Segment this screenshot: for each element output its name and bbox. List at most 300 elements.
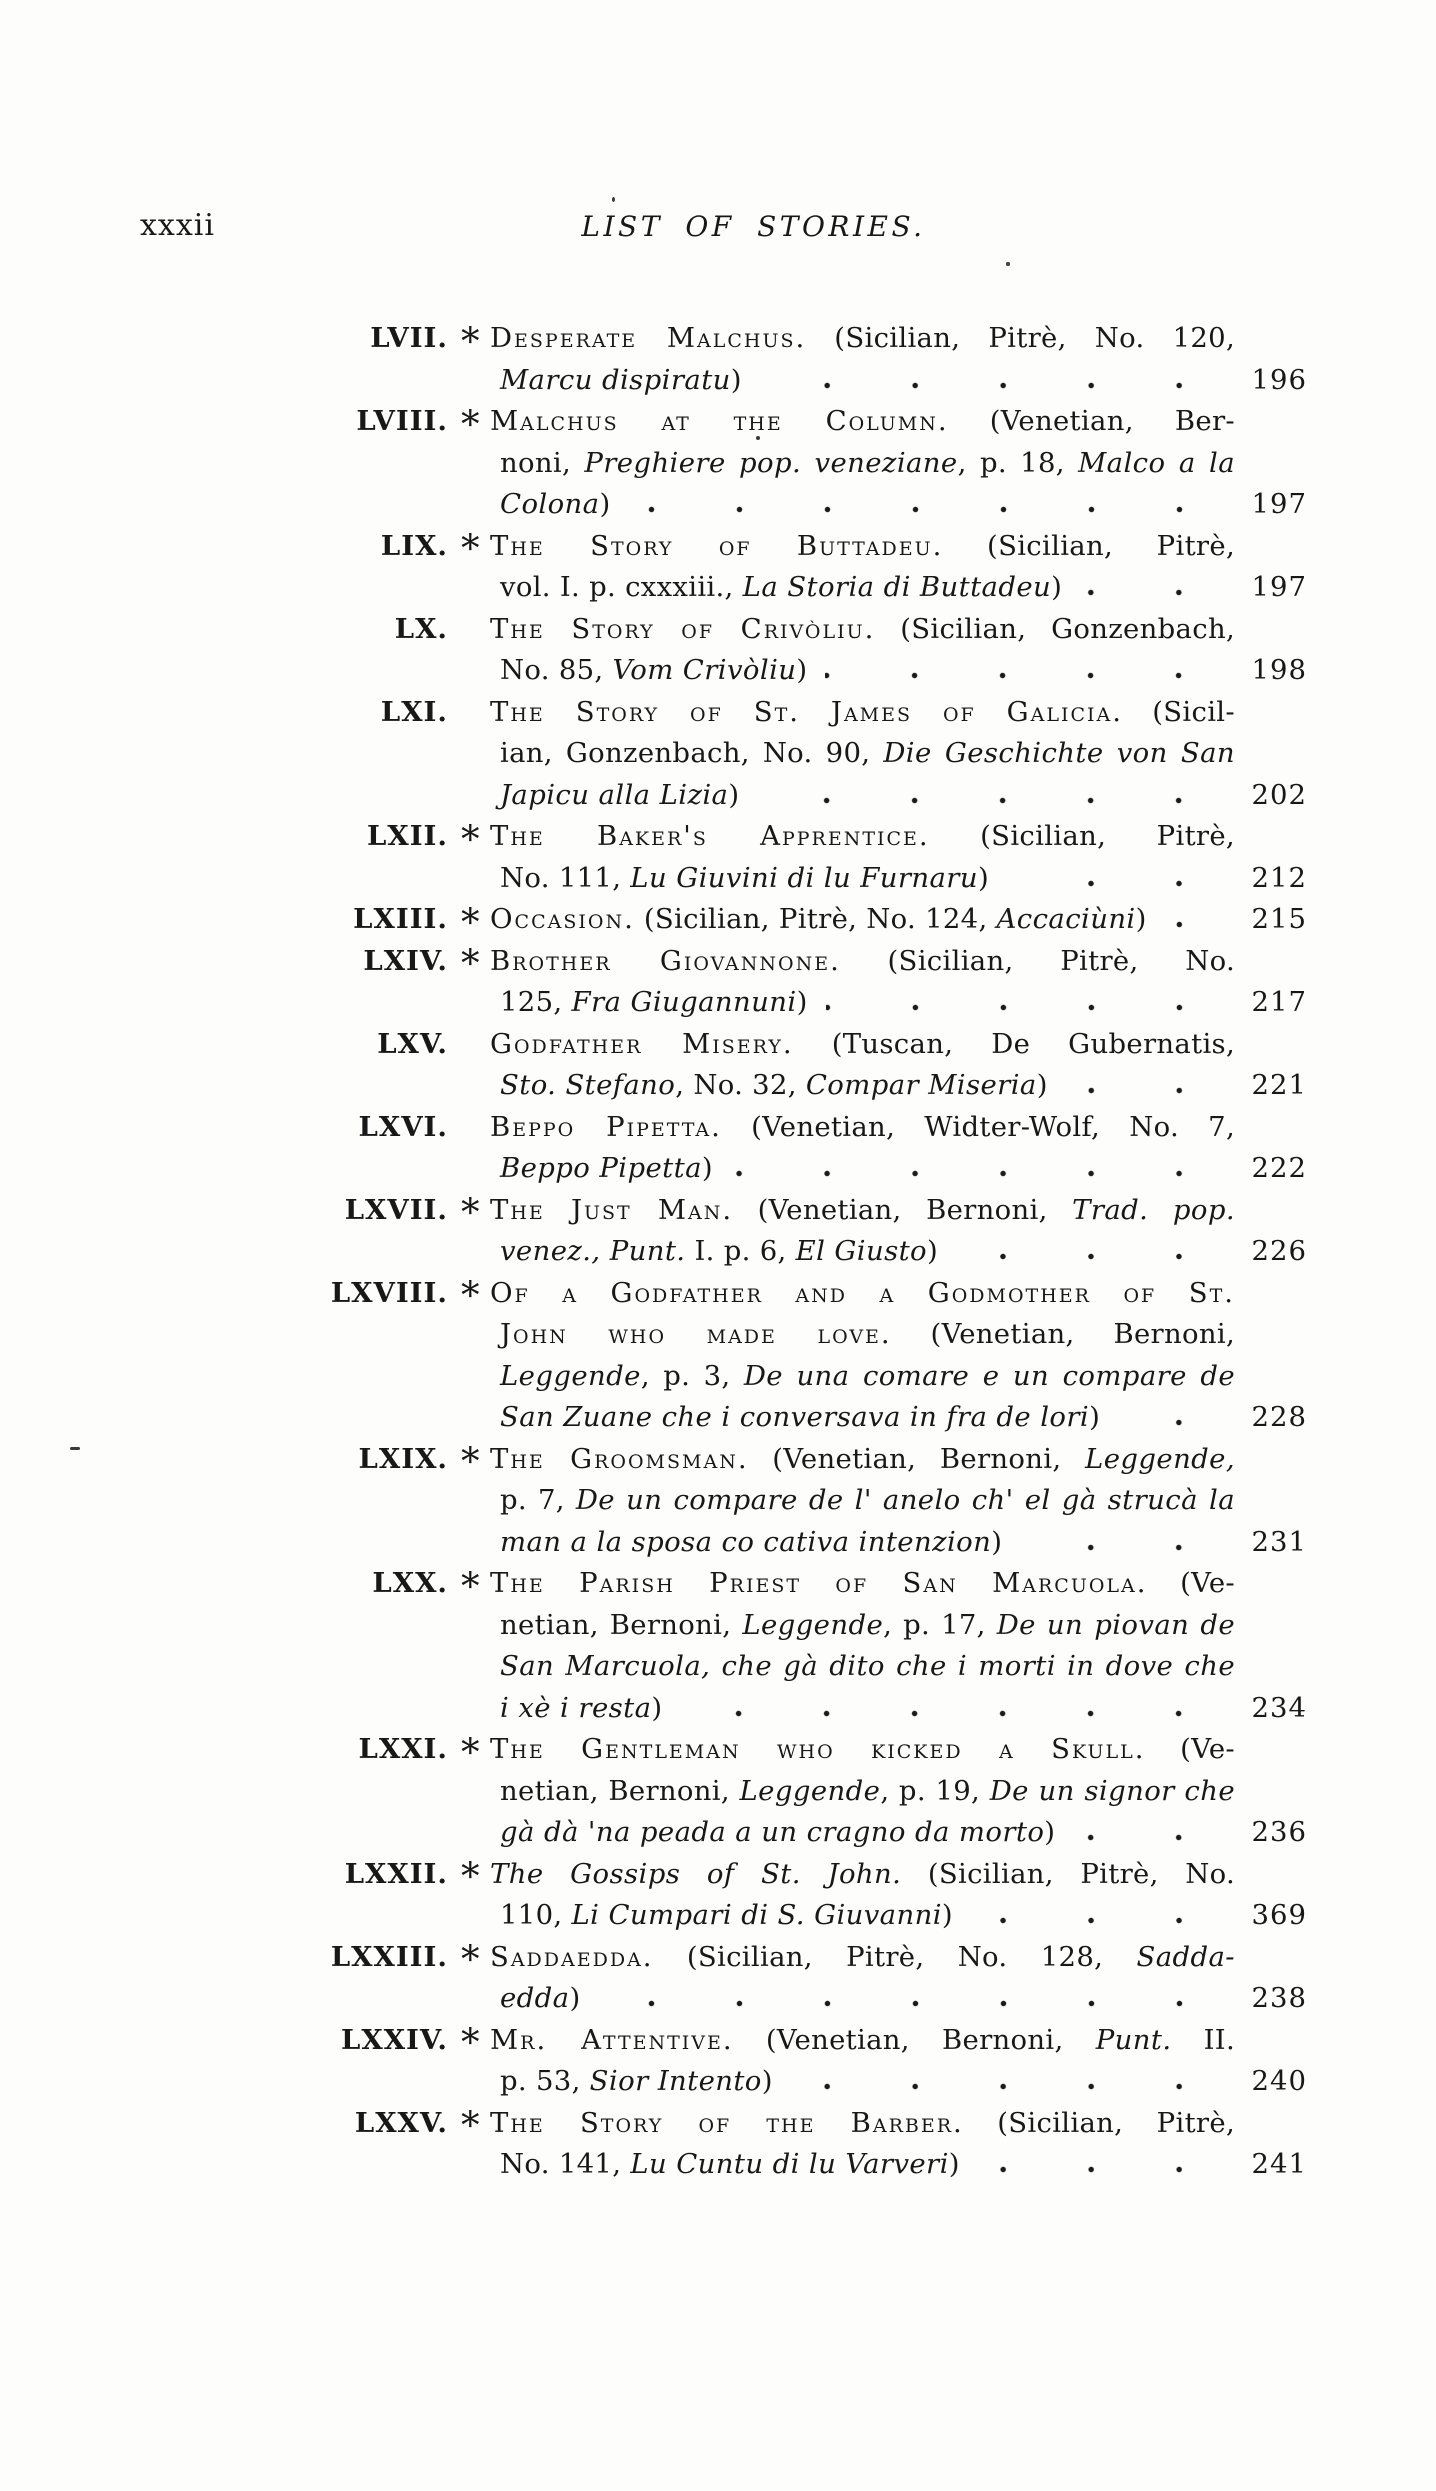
text-segment: John who made love. <box>500 1318 892 1350</box>
star-cell: * <box>461 1938 480 1982</box>
text-segment: San Zuane che i conversava in fra de lori <box>500 1401 1090 1433</box>
entry-text <box>500 1771 1235 1813</box>
text-segment: netian, Bernoni, <box>500 1774 740 1807</box>
text-segment: (Sicilian, Pitrè, No. <box>901 1857 1235 1890</box>
text-segment: The Story of Crivòliu. <box>490 612 876 645</box>
dot-leader <box>629 506 1224 513</box>
text-segment: The Parish Priest of San Marcuola. <box>490 1567 1148 1599</box>
text-line <box>490 2107 1235 2139</box>
entry-first-line <box>140 1563 1307 1608</box>
entry-wrap-line <box>140 858 1307 900</box>
entry-first-line <box>140 401 1307 446</box>
entry-text <box>500 1231 1307 1273</box>
entry-numeral: LXVI. <box>358 1110 448 1143</box>
dot-leader <box>760 382 1223 389</box>
entry-numeral: LXIII. <box>353 903 448 935</box>
star-cell: * <box>461 1191 480 1235</box>
entry-text <box>490 1937 1235 1979</box>
text-segment: (Venetian, Widter-Wolf, No. 7, <box>721 1110 1236 1143</box>
entry-text <box>490 1563 1235 1605</box>
text-segment: No. 141, <box>500 2148 631 2180</box>
text-segment: II. <box>1171 2023 1236 2056</box>
text-segment: (Tuscan, De Gubernatis, <box>793 1027 1235 1060</box>
entry-text <box>490 1273 1235 1315</box>
scan-speck <box>612 197 615 202</box>
dot-leader <box>1020 1544 1223 1551</box>
page-number: 197 <box>1251 571 1307 603</box>
entry-wrap-line <box>140 1356 1307 1398</box>
entry-text <box>490 318 1235 360</box>
text-line <box>500 1484 1235 1516</box>
text-line <box>500 1775 1235 1807</box>
text-segment: Li Cumpari di S. Giuvanni <box>571 1899 942 1931</box>
entry-wrap-line <box>140 1812 1307 1854</box>
text-segment: Compar Miseria <box>805 1069 1037 1101</box>
text-segment: ) <box>728 778 740 811</box>
toc-entry <box>140 692 1307 817</box>
text-line <box>500 360 742 402</box>
text-segment: De un signor che <box>989 1774 1235 1807</box>
text-segment: Preghiere pop. veneziane <box>584 446 958 479</box>
entry-first-line <box>140 816 1307 861</box>
star-cell: * <box>461 942 480 986</box>
text-line <box>490 899 1147 941</box>
text-line <box>490 1941 1235 1973</box>
running-title: LIST OF STORIES. <box>581 210 926 243</box>
entry-first-line <box>140 899 1307 944</box>
text-line <box>490 322 1235 354</box>
text-segment: Saddaedda. <box>490 1940 654 1973</box>
text-segment: (Ve- <box>1145 1733 1235 1765</box>
text-segment: (Sicilian, Pitrè, No. 120, <box>806 322 1235 354</box>
entry-text <box>490 526 1235 568</box>
entry-text <box>500 1978 1307 2020</box>
entry-numeral: LXV. <box>377 1027 448 1060</box>
text-line <box>490 1111 1235 1143</box>
entry-first-line <box>140 526 1307 571</box>
entry-text <box>500 1314 1235 1356</box>
toc-entry <box>140 1439 1307 1564</box>
entry-wrap-line <box>140 2061 1307 2103</box>
toc-entry <box>140 1024 1307 1107</box>
text-segment: netian, Bernoni, <box>500 1608 743 1641</box>
dot-leader <box>1165 921 1223 928</box>
entry-wrap-line <box>140 443 1307 485</box>
entry-numeral: LVII. <box>370 322 448 354</box>
entry-wrap-line <box>140 1605 1307 1647</box>
page-number: 238 <box>1251 1982 1307 2014</box>
text-segment: No. 85, <box>500 654 613 686</box>
page-number: 196 <box>1251 363 1307 396</box>
entry-wrap-line <box>140 1480 1307 1522</box>
entry-first-line <box>140 1190 1307 1235</box>
page-number: 241 <box>1251 2148 1307 2180</box>
text-line <box>490 1443 1235 1475</box>
star-cell: * <box>461 1855 480 1899</box>
entry-text <box>490 2103 1235 2145</box>
star-cell: * <box>461 527 480 571</box>
star-cell: * <box>461 2104 480 2148</box>
text-segment: Mr. Attentive. <box>490 2023 734 2056</box>
text-line <box>500 1609 1235 1641</box>
text-segment: (Sicil- <box>1123 695 1235 728</box>
entry-text <box>500 1065 1307 1107</box>
star-cell: * <box>461 1564 480 1608</box>
entry-numeral: LXVIII. <box>330 1276 448 1309</box>
text-segment: ) <box>1135 903 1147 935</box>
entry-numeral: LXX. <box>372 1567 448 1599</box>
text-segment: San Marcuola, che gà dito che i morti in dove che <box>500 1650 1235 1682</box>
text-segment: Vom Crivòliu <box>612 654 797 686</box>
entry-text <box>490 401 1235 443</box>
text-segment: Accaciùni <box>996 903 1136 935</box>
text-segment: The Baker's Apprentice. <box>490 820 930 852</box>
text-segment: ) <box>927 1235 939 1267</box>
entry-first-line <box>140 941 1307 986</box>
entry-wrap-line <box>140 733 1307 775</box>
entry-text <box>500 775 1307 817</box>
text-segment: ) <box>977 861 989 894</box>
text-segment: i xè i resta <box>500 1691 652 1724</box>
star-cell: * <box>461 402 480 446</box>
text-segment: The Gossips of St. John. <box>490 1857 902 1890</box>
entry-text <box>500 567 1307 609</box>
entry-text <box>500 443 1235 485</box>
text-segment: p. 7, <box>500 1484 576 1516</box>
text-segment: , p. 3, <box>640 1359 744 1392</box>
entry-text <box>500 360 1307 402</box>
text-segment: 125, <box>500 986 572 1018</box>
text-line <box>490 530 1235 562</box>
toc-entry <box>140 318 1307 401</box>
toc-entry <box>140 816 1307 899</box>
entry-first-line <box>140 1024 1307 1066</box>
entry-wrap-line <box>140 1231 1307 1273</box>
toc-entry <box>140 941 1307 1024</box>
toc-list <box>140 318 1307 2186</box>
entry-numeral: LXVII. <box>344 1193 448 1226</box>
entry-first-line <box>140 1854 1307 1899</box>
entry-text <box>490 2020 1235 2062</box>
text-segment: man a la sposa co cativa intenzion <box>500 1525 992 1558</box>
toc-entry <box>140 1854 1307 1937</box>
text-line <box>500 1231 938 1273</box>
toc-entry <box>140 609 1307 692</box>
text-segment: El Giusto <box>795 1235 927 1267</box>
text-segment: The Groomsman. <box>490 1442 749 1475</box>
text-line <box>500 1148 713 1190</box>
star-cell: * <box>461 319 480 363</box>
entry-text <box>490 899 1307 941</box>
text-line <box>490 945 1235 977</box>
entry-text <box>490 1190 1235 1232</box>
entry-text <box>500 1646 1235 1688</box>
entry-wrap-line <box>140 1314 1307 1356</box>
text-line <box>490 820 1235 852</box>
toc-entry <box>140 1190 1307 1273</box>
text-segment: Leggende <box>500 1359 641 1392</box>
dot-leader <box>599 2000 1223 2007</box>
text-segment: Colona <box>500 488 600 520</box>
page-number: 226 <box>1251 1235 1307 1267</box>
text-segment: ) <box>701 1152 713 1184</box>
text-segment: gà dà 'na peada a un cragno da morto <box>500 1816 1045 1848</box>
entry-text <box>500 650 1307 692</box>
text-segment: ) <box>651 1691 663 1724</box>
toc-entry <box>140 899 1307 944</box>
text-line <box>500 567 1062 609</box>
star-cell: * <box>461 1730 480 1774</box>
page-number: 236 <box>1251 1816 1307 1848</box>
text-line <box>490 1567 1235 1599</box>
text-segment: Punt. <box>1095 2023 1172 2056</box>
entry-first-line <box>140 2020 1307 2065</box>
text-segment: Beppo Pipetta. <box>490 1110 722 1143</box>
text-segment: ) <box>1089 1401 1101 1433</box>
page-number: 240 <box>1251 2065 1307 2097</box>
page-number: 234 <box>1251 1691 1307 1724</box>
text-line <box>490 696 1235 728</box>
text-segment: The Story of the Barber. <box>490 2106 964 2139</box>
text-line <box>490 1277 1235 1309</box>
text-line <box>500 858 989 900</box>
text-line <box>500 2061 773 2103</box>
entry-first-line <box>140 1729 1307 1774</box>
page-number: 231 <box>1251 1525 1307 1558</box>
toc-entry <box>140 526 1307 609</box>
text-segment: La Storia di Buttadeu <box>742 571 1052 603</box>
dot-leader <box>680 1710 1223 1717</box>
text-segment: The Just Man. <box>490 1193 734 1226</box>
entry-text <box>500 1895 1307 1937</box>
entry-text <box>490 1439 1235 1481</box>
text-segment: ) <box>991 1525 1003 1558</box>
entry-text <box>490 816 1235 858</box>
text-segment: De un compare de l' anelo ch' el gà strucà la <box>575 1484 1236 1516</box>
entry-text <box>490 1854 1235 1896</box>
text-line <box>500 1360 1235 1392</box>
entry-numeral: LXXI. <box>358 1733 448 1765</box>
page-number: 215 <box>1251 903 1307 935</box>
text-segment: Fra Giugannuni <box>571 986 797 1018</box>
entry-wrap-line <box>140 775 1307 817</box>
entry-text <box>500 2144 1307 2186</box>
text-segment: Sadda- <box>1136 1940 1235 1973</box>
folio-number: xxxii <box>140 208 215 243</box>
text-segment: Leggende <box>742 1608 884 1641</box>
text-segment: (Venetian, Bernoni, <box>733 2023 1096 2056</box>
text-line <box>500 1812 1055 1854</box>
toc-entry <box>140 1273 1307 1439</box>
page-number: 217 <box>1251 986 1307 1018</box>
text-segment: , p. 18, <box>957 446 1079 479</box>
text-line <box>490 1028 1235 1060</box>
page-header <box>140 208 1307 252</box>
entry-wrap-line <box>140 1148 1307 1190</box>
entry-first-line <box>140 692 1307 734</box>
dot-leader <box>1080 589 1223 596</box>
text-segment: ) <box>796 654 808 686</box>
toc-entry <box>140 1563 1307 1729</box>
entry-first-line <box>140 318 1307 363</box>
text-segment: , p. 17, <box>883 1608 997 1641</box>
entry-wrap-line <box>140 1771 1307 1813</box>
entry-numeral: LX. <box>394 612 448 645</box>
entry-first-line <box>140 2103 1307 2148</box>
text-segment: (Sicilian, Pitrè, <box>929 820 1235 852</box>
entry-text <box>500 1480 1235 1522</box>
text-segment: ) <box>761 2065 773 2097</box>
text-segment: Brother Giovannone. <box>490 944 841 977</box>
entry-text <box>500 1605 1235 1647</box>
text-segment: ) <box>941 1899 953 1931</box>
text-segment: Leggende, <box>1085 1442 1235 1475</box>
text-segment: Beppo Pipetta <box>500 1152 702 1184</box>
dot-leader <box>826 1004 1223 1011</box>
entry-wrap-line <box>140 1895 1307 1937</box>
text-segment: ) <box>599 488 611 520</box>
star-cell: * <box>461 2021 480 2065</box>
text-segment: ) <box>730 363 742 396</box>
dot-leader <box>956 1253 1223 1260</box>
entry-wrap-line <box>140 1397 1307 1439</box>
text-segment: ian, Gonzenbach, No. 90, <box>500 737 884 769</box>
entry-wrap-line <box>140 1688 1307 1730</box>
text-segment: Occasion. <box>490 903 635 935</box>
entry-first-line <box>140 1439 1307 1484</box>
text-segment: (Ve- <box>1147 1567 1235 1599</box>
entry-text <box>490 609 1235 651</box>
entry-numeral: LXI. <box>380 695 448 728</box>
text-segment: venez., Punt. <box>500 1235 686 1267</box>
toc-entry <box>140 1937 1307 2020</box>
entry-text <box>500 1812 1307 1854</box>
entry-text <box>500 982 1307 1024</box>
text-segment: (Sicilian, Pitrè, No. <box>840 944 1235 977</box>
text-line <box>500 982 808 1024</box>
text-line <box>500 1397 1100 1439</box>
text-line <box>490 1733 1235 1765</box>
entry-text <box>500 1397 1307 1439</box>
text-segment: Lu Cuntu di lu Varveri <box>630 2148 949 2180</box>
dot-leader <box>731 1170 1223 1177</box>
entry-wrap-line <box>140 360 1307 402</box>
dot-leader <box>1007 880 1223 887</box>
star-cell: * <box>461 900 480 944</box>
text-segment: The Gentleman who kicked a Skull. <box>490 1733 1146 1765</box>
entry-text <box>500 1356 1235 1398</box>
entry-wrap-line <box>140 982 1307 1024</box>
text-segment: Godfather Misery. <box>490 1027 794 1060</box>
dot-leader <box>825 672 1223 679</box>
page-number: 198 <box>1251 654 1307 686</box>
entry-text <box>490 1024 1235 1066</box>
text-line <box>500 775 739 817</box>
toc-entry <box>140 2020 1307 2103</box>
text-segment: (Sicilian, Gonzenbach, <box>875 612 1235 645</box>
entry-numeral: LXIV. <box>363 944 448 977</box>
dot-leader <box>1118 1419 1223 1426</box>
text-segment: Lu Giuvini di lu Furnaru <box>630 861 978 894</box>
text-line <box>500 737 1235 769</box>
entry-numeral: LXXIV. <box>341 2023 448 2056</box>
text-segment: ) <box>1051 571 1063 603</box>
text-line <box>500 1650 1235 1682</box>
text-line <box>500 1522 1002 1564</box>
entry-numeral: LXII. <box>367 820 448 852</box>
text-segment: ) <box>569 1982 581 2014</box>
text-segment: (Sicilian, Pitrè, No. 124, <box>634 903 997 935</box>
text-segment: Japicu alla Lizia <box>500 778 729 811</box>
page-number: 228 <box>1251 1401 1307 1433</box>
text-segment: (Venetian, Bernoni, <box>891 1318 1235 1350</box>
text-segment: edda <box>500 1982 570 2014</box>
dot-leader <box>978 2166 1223 2173</box>
text-segment: ) <box>796 986 808 1018</box>
entry-text <box>500 1148 1307 1190</box>
text-segment: Sto. Stefano <box>500 1069 676 1101</box>
dot-leader <box>791 2083 1223 2090</box>
text-segment: Sior Intento <box>589 2065 762 2097</box>
text-segment: De una comare e un compare de <box>743 1359 1236 1392</box>
entry-wrap-line <box>140 567 1307 609</box>
page-number: 221 <box>1251 1069 1307 1101</box>
star-cell: * <box>461 1274 480 1318</box>
entry-text <box>500 484 1307 526</box>
page-number: 222 <box>1251 1152 1307 1184</box>
entry-text <box>490 1107 1235 1149</box>
text-line <box>490 405 1235 437</box>
entry-first-line <box>140 609 1307 651</box>
text-segment: (Venetian, Ber- <box>948 405 1235 437</box>
text-segment: , No. 32, <box>675 1069 806 1101</box>
entry-text <box>500 1522 1307 1564</box>
toc-entry <box>140 1729 1307 1854</box>
toc-entry <box>140 401 1307 526</box>
text-segment: The Story of St. James of Galicia. <box>490 695 1123 728</box>
page-number: 369 <box>1251 1899 1307 1931</box>
text-line <box>490 613 1235 645</box>
text-segment: (Venetian, Bernoni, <box>733 1193 1073 1226</box>
text-segment: , p. 19, <box>880 1774 990 1807</box>
text-segment: Malchus at the Column. <box>490 405 949 437</box>
text-segment: Die Geschichte von San <box>883 737 1235 769</box>
dot-leader <box>1066 1087 1223 1094</box>
text-segment: (Sicilian, Pitrè, <box>943 529 1235 562</box>
entry-wrap-line <box>140 1065 1307 1107</box>
entry-text <box>500 858 1307 900</box>
text-line <box>500 1688 662 1730</box>
text-segment: Of a Godfather and a Godmother of St. <box>490 1276 1235 1309</box>
text-segment: Desperate Malchus. <box>490 322 807 354</box>
text-segment: ) <box>1036 1069 1048 1101</box>
entry-text <box>500 1688 1307 1730</box>
entry-wrap-line <box>140 650 1307 692</box>
entry-text <box>500 2061 1307 2103</box>
text-segment: No. 111, <box>500 861 631 894</box>
dot-leader <box>1073 1834 1223 1841</box>
text-segment: Leggende <box>739 1774 881 1807</box>
entry-text <box>490 692 1235 734</box>
page-number: 197 <box>1251 488 1307 520</box>
text-segment: ) <box>948 2148 960 2180</box>
entry-wrap-line <box>140 484 1307 526</box>
text-line <box>500 650 807 692</box>
scan-speck <box>70 1447 80 1450</box>
entry-first-line <box>140 1273 1307 1318</box>
entry-first-line <box>140 1107 1307 1149</box>
text-segment: 110, <box>500 1899 572 1931</box>
